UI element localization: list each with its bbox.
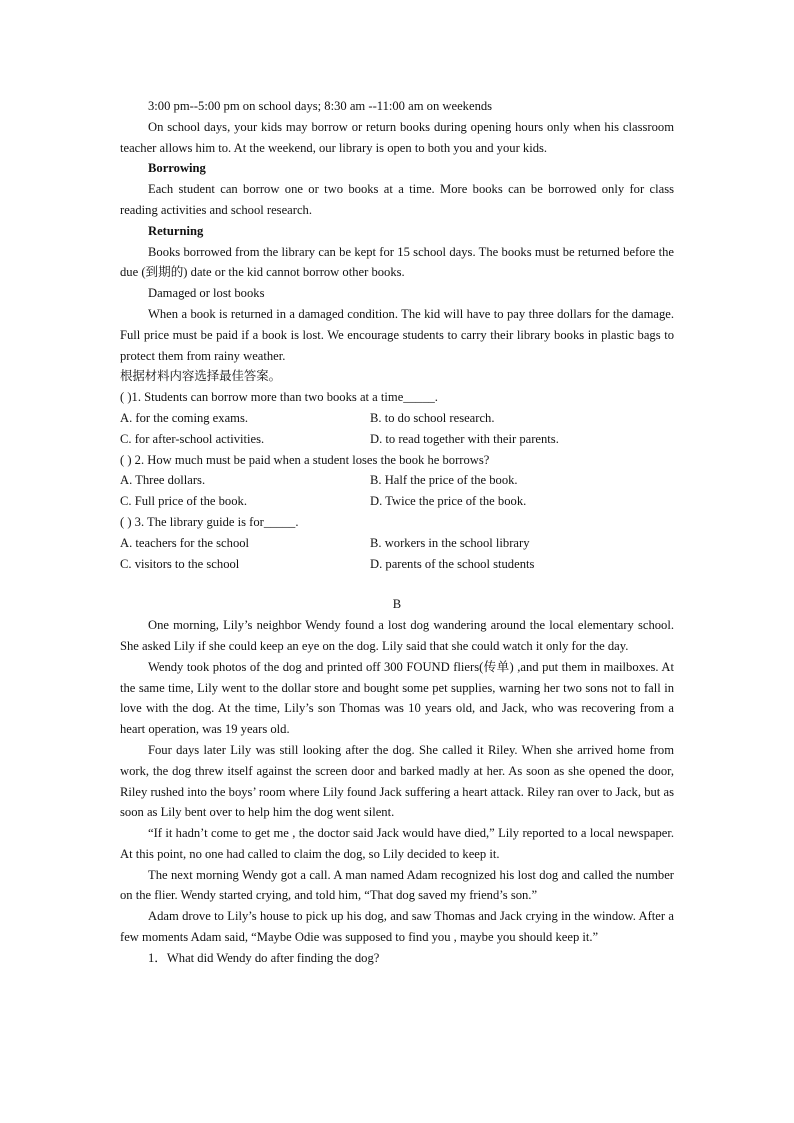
story-paragraph-5: The next morning Wendy got a call. A man named Adam recognized his lost dog and called the number on the flier. Wendy started crying, and told him, “That dog saved my friend’s son.” <box>120 867 674 903</box>
section-b-title: B <box>392 597 402 612</box>
option-c: C. Full price of the book. <box>120 494 247 509</box>
story-paragraph-6: Adam drove to Lily’s house to pick up his dog, and saw Thomas and Jack crying in the window. After a few moments Adam said, “Maybe Odie was supposed to find you , maybe you should keep it.” <box>120 909 674 945</box>
opening-hours-note: On school days, your kids may borrow or return books during opening hours only when his classroom teacher allows him to. At the weekend, our library is open to both you and your kids. <box>120 119 674 155</box>
returning-heading: Returning <box>148 223 204 238</box>
option-d: D. parents of the school students <box>370 556 535 571</box>
instruction: 根据材料内容选择最佳答案。 <box>120 368 282 384</box>
option-row <box>120 533 674 554</box>
option-row <box>120 554 674 575</box>
question-stem: ( )1. Students can borrow more than two books at a time_____. <box>120 390 438 405</box>
option-d: D. to read together with their parents. <box>370 431 559 446</box>
damaged-text: When a book is returned in a damaged condition. The kid will have to pay three dollars for the damage. Full price must be paid if a book is lost. We encourage students to carry their library books in plastic bags to protect them from rainy weather. <box>120 306 674 363</box>
story-question-1: 1．What did Wendy do after finding the dog? <box>148 950 380 965</box>
question-3 <box>120 512 674 574</box>
question-stem: ( ) 3. The library guide is for_____. <box>120 514 299 529</box>
story-paragraph-2: Wendy took photos of the dog and printed off 300 FOUND fliers(传单) ,and put them in mailboxes. At the same time, Lily went to the dollar store and bought some pet supplies, warning her two sons not to fall in love with the dog. At the time, Lily’s son Thomas was 10 years old, and Jack, who was recovering from a heart operation, was 19 years old. <box>120 659 674 737</box>
option-b: B. workers in the school library <box>370 535 530 550</box>
story-paragraph-3: Four days later Lily was still looking after the dog. She called it Riley. When she arrived home from work, the dog threw itself against the screen door and barked madly at her. As soon as she opened the door, Riley rushed into the boys’ room where Lily found Jack suffering a heart attack. Riley ran over to Jack, but as soon as Lily bent over to help him the dog went silent. <box>120 742 674 820</box>
document-content <box>120 96 674 969</box>
option-a: A. teachers for the school <box>120 535 250 550</box>
question-1 <box>120 387 674 449</box>
option-row <box>120 470 674 491</box>
opening-hours: 3:00 pm--5:00 pm on school days; 8:30 am --11:00 am on weekends <box>148 99 493 113</box>
section-spacer <box>120 574 674 594</box>
question-2 <box>120 450 674 512</box>
option-b: B. to do school research. <box>370 410 495 425</box>
story-paragraph-1: One morning, Lily’s neighbor Wendy found a lost dog wandering around the local elementary school. She asked Lily if she could keep an eye on the dog. Lily said that she could watch it only for the day. <box>120 618 674 653</box>
returning-text: Books borrowed from the library can be kept for 15 school days. The books must be returned before the due (到期的) date or the kid cannot borrow other books. <box>120 244 674 280</box>
borrowing-text: Each student can borrow one or two books at a time. More books can be borrowed only for class reading activities and school research. <box>120 182 674 217</box>
option-row <box>120 429 674 450</box>
damaged-heading: Damaged or lost books <box>148 286 265 301</box>
story-paragraph-4: “If it hadn’t come to get me , the doctor said Jack would have died,” Lily reported to a local newspaper. At this point, no one had called to claim the dog, so Lily decided to keep it. <box>120 826 674 861</box>
option-row <box>120 491 674 512</box>
option-c: C. for after-school activities. <box>120 431 265 446</box>
option-d: D. Twice the price of the book. <box>370 494 527 509</box>
option-a: A. for the coming exams. <box>120 410 249 425</box>
option-a: A. Three dollars. <box>120 473 206 488</box>
borrowing-heading: Borrowing <box>148 161 206 176</box>
option-c: C. visitors to the school <box>120 556 240 571</box>
option-b: B. Half the price of the book. <box>370 473 518 488</box>
question-stem: ( ) 2. How much must be paid when a student loses the book he borrows? <box>120 452 490 467</box>
option-row <box>120 408 674 429</box>
